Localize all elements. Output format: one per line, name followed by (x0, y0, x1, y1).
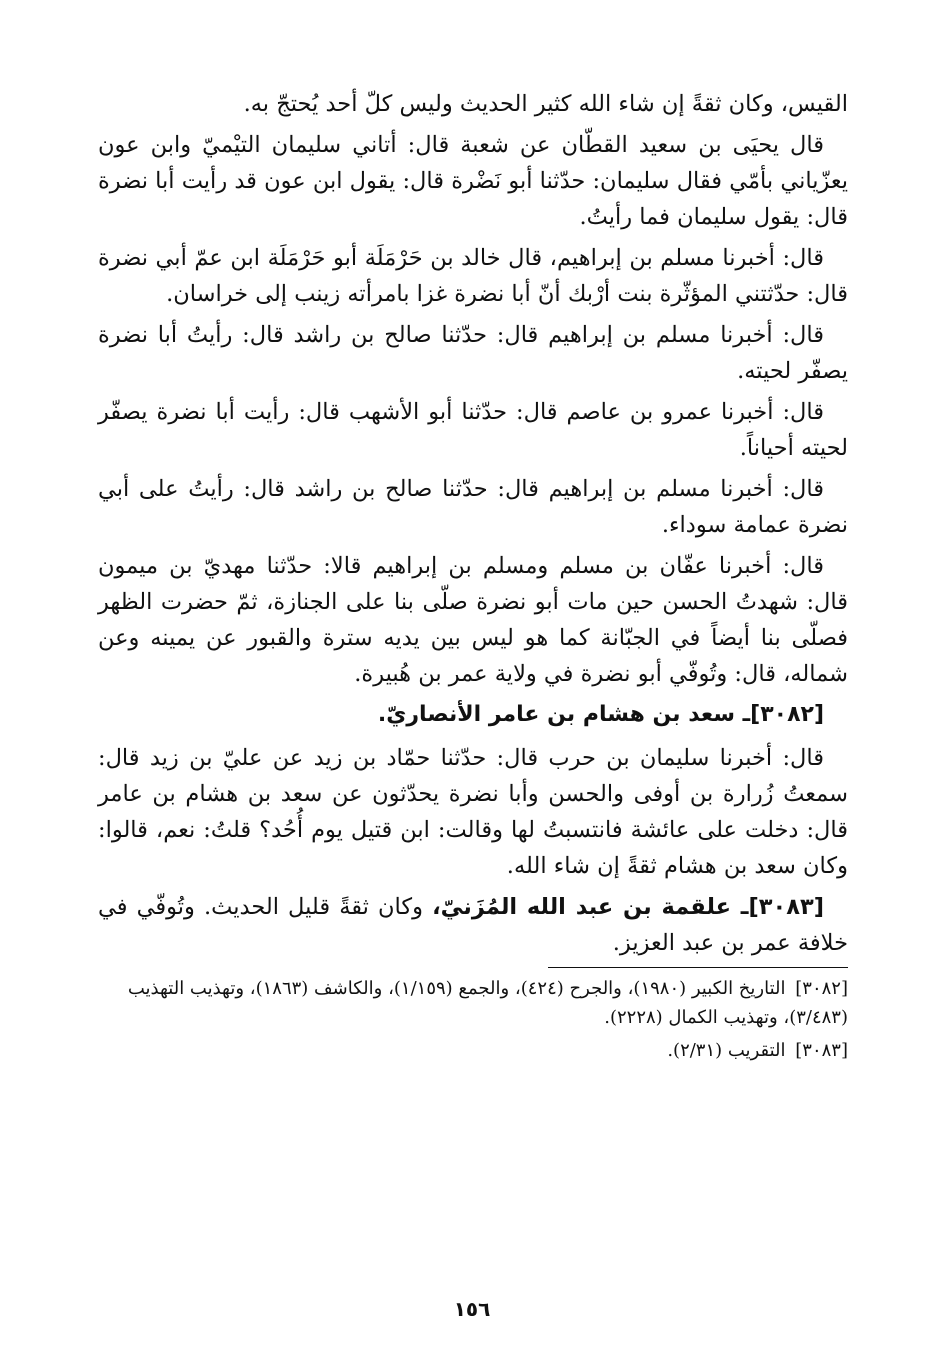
page-body (98, 86, 848, 1069)
paragraph-5: قال: أخبرنا عمرو بن عاصم قال: حدّثنا أبو الأشهب قال: رأيت أبا نضرة يصفّر لحيته أحياناً. (98, 399, 848, 461)
section-text-3083: وكان ثقةً قليل الحديث. وتُوفّي في خلافة عمر بن عبد العزيز. (98, 894, 848, 956)
section-title-3082: [٣٠٨٢]ـ سعد بن هشام بن عامر الأنصاريّ. (377, 702, 824, 727)
paragraph-3082: قال: أخبرنا سليمان بن حرب قال: حدّثنا حمّاد بن زيد عن عليّ بن زيد قال: سمعتُ زُرارة بن أوفى والحسن وأبا نضرة يحدّثون عن سعد بن هشام بن عامر قال: دخلت على عائشة فانتسبتُ لها وقالت: ابن قتيل يوم أُحُد؟ قلتُ: نعم، قالوا: وكان سعد بن هشام ثقةً إن شاء الله. (98, 745, 848, 879)
footnotes (98, 974, 848, 1065)
paragraph-3083 (98, 889, 848, 961)
footnote-divider (548, 967, 848, 968)
footnote-3083 (98, 1036, 848, 1065)
footnote-text: التقريب (٢/٣١). (667, 1040, 786, 1061)
section-heading-3083: [٣٠٨٣]ـ علقمة بن عبد الله المُزَنيّ، (432, 894, 825, 920)
paragraph-3: قال: أخبرنا مسلم بن إبراهيم، قال خالد بن حَرْمَلَة أبو حَرْمَلَة ابن عمّ أبي نضرة قال: حدّثتني المؤثّرة بنت أرْبك أنّ أبا نضرة غزا بامرأته زينب إلى خراسان. (98, 245, 848, 307)
paragraph-2: قال يحيَى بن سعيد القطّان عن شعبة قال: أتاني سليمان التيْميّ وابن عون يعزّياني بأمّي فقال سليمان: حدّثنا أبو نَضْرة قال: يقول ابن عون قد رأيت أبا نضرة قال: يقول سليمان فما رأيتُ. (98, 132, 848, 230)
page-number: ١٥٦ (453, 1297, 491, 1321)
footnote-text: التاريخ الكبير (١٩٨٠)، والجرح (٤٢٤)، والجمع (١/١٥٩)، والكاشف (١٨٦٣)، وتهذيب التهذيب (٣/٤٨٣)، وتهذيب الكمال (٢٢٢٨). (127, 978, 848, 1028)
paragraph-1: القيس، وكان ثقةً إن شاء الله كثير الحديث وليس كلّ أحد يُحتجّ به. (243, 91, 848, 117)
main-text (98, 86, 848, 961)
paragraph-6: قال: أخبرنا مسلم بن إبراهيم قال: حدّثنا صالح بن راشد قال: رأيتُ على أبي نضرة عمامة سوداء. (98, 476, 848, 538)
footnote-marker: [٣٠٨٣] (795, 1040, 848, 1061)
footnote-3082 (98, 974, 848, 1032)
paragraph-7: قال: أخبرنا عفّان بن مسلم ومسلم بن إبراهيم قالا: حدّثنا مهديّ بن ميمون قال: شهدتُ الحسن حين مات أبو نضرة صلّى بنا على الجنازة، ثمّ حضرت الظهر فصلّى بنا أيضاً في الجبّانة كما هو ليس بين يديه سترة والقبور عن يمينه وعن شماله، قال: وتُوفّي أبو نضرة في ولاية عمر بن هُبيرة. (98, 553, 848, 687)
footnote-marker: [٣٠٨٢] (795, 978, 848, 999)
paragraph-4: قال: أخبرنا مسلم بن إبراهيم قال: حدّثنا صالح بن راشد قال: رأيتُ أبا نضرة يصفّر لحيته. (98, 322, 848, 384)
